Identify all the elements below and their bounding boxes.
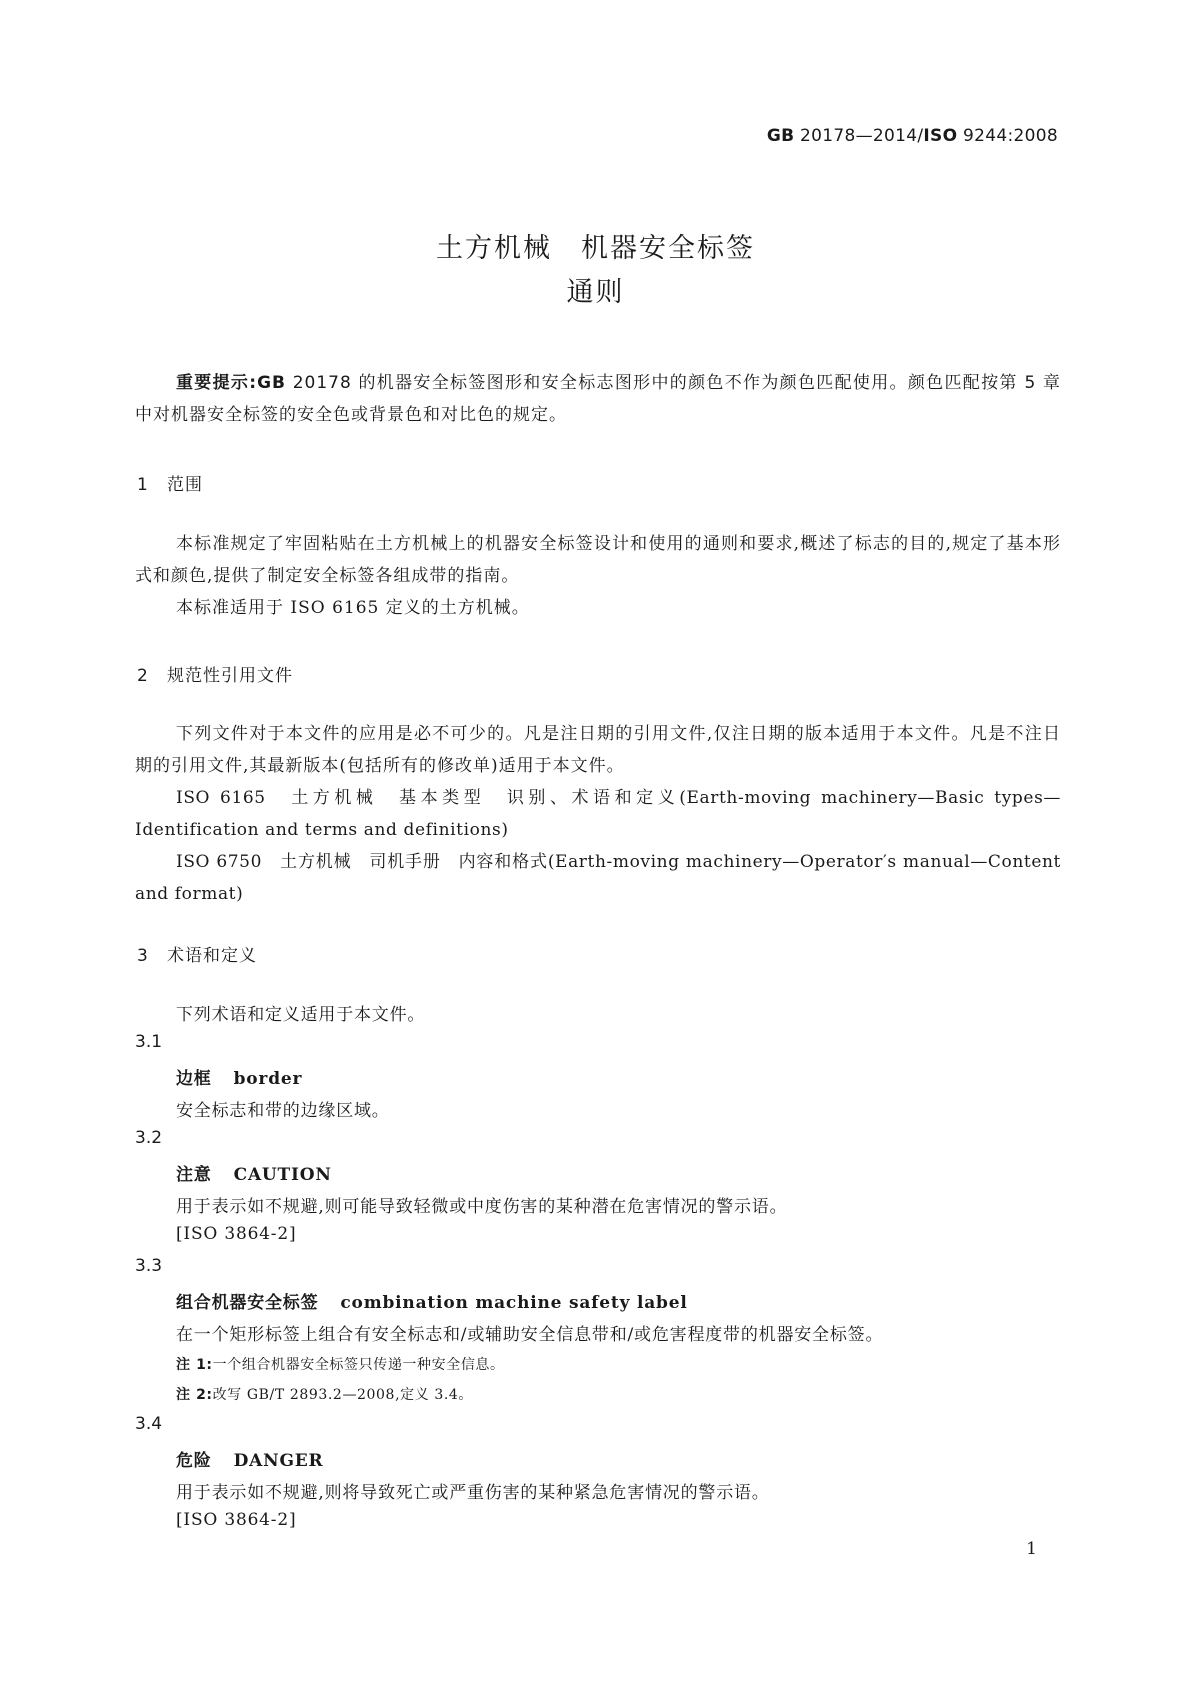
standard-code-suffix: 9244:2008 <box>957 126 1058 146</box>
section-title: 范围 <box>167 475 203 495</box>
section-1-paragraph-1: 本标准规定了牢固粘贴在土方机械上的机器安全标签设计和使用的通则和要求,概述了标志的目的,规定了基本形式和颜色,提供了制定安全标签各组成带的指南。 <box>135 534 1061 586</box>
reference-iso-6750: ISO 6750 土方机械 司机手册 内容和格式(Earth-moving machinery—Operator′s manual—Content and format) <box>135 852 1061 904</box>
term-en: combination machine safety label <box>340 1293 688 1313</box>
note-text: 改写 GB/T 2893.2—2008,定义 3.4。 <box>212 1387 474 1403</box>
term-3-1 <box>176 1064 302 1089</box>
term-zh: 边框 <box>176 1069 212 1089</box>
section-number: 3 <box>137 946 149 966</box>
document-subtitle: 通则 <box>566 277 625 308</box>
term-3-4 <box>176 1446 323 1471</box>
section-2-paragraph-1: 下列文件对于本文件的应用是必不可少的。凡是注日期的引用文件,仅注日期的版本适用于本文件。凡是不注日期的引用文件,其最新版本(包括所有的修改单)适用于本文件。 <box>135 724 1061 776</box>
section-number: 2 <box>137 666 149 686</box>
section-1-heading <box>137 470 203 495</box>
term-3-3-note-2 <box>176 1384 473 1404</box>
term-en: border <box>233 1069 303 1089</box>
term-3-3 <box>176 1288 688 1313</box>
term-zh: 危险 <box>176 1451 212 1471</box>
term-3-1-number: 3.1 <box>135 1032 163 1052</box>
term-3-4-definition: 用于表示如不规避,则将导致死亡或严重伤害的某种紧急危害情况的警示语。 <box>176 1483 770 1503</box>
page-number: 1 <box>1026 1539 1037 1559</box>
standard-code-middle: 20178—2014/ <box>794 126 924 146</box>
note-label: 注 2: <box>176 1387 213 1403</box>
term-3-3-definition: 在一个矩形标签上组合有安全标志和/或辅助安全信息带和/或危害程度带的机器安全标签。 <box>176 1325 884 1345</box>
notice-label: 重要提示: <box>176 373 258 393</box>
standard-code-iso: ISO <box>923 126 958 146</box>
term-3-2-number: 3.2 <box>135 1128 163 1148</box>
term-3-2-definition: 用于表示如不规避,则可能导致轻微或中度伤害的某种潜在危害情况的警示语。 <box>176 1197 788 1217</box>
term-3-2-source: [ISO 3864-2] <box>176 1224 297 1244</box>
standard-code <box>767 126 1058 146</box>
notice-gb: GB <box>257 373 286 393</box>
document-title: 土方机械 机器安全标签 <box>436 233 755 264</box>
section-title: 术语和定义 <box>167 946 257 966</box>
note-text: 一个组合机器安全标签只传递一种安全信息。 <box>212 1357 505 1373</box>
term-3-4-number: 3.4 <box>135 1414 163 1434</box>
section-number: 1 <box>137 475 149 495</box>
term-en: DANGER <box>233 1451 324 1471</box>
section-3-heading <box>137 941 257 966</box>
section-1-paragraph-2: 本标准适用于 ISO 6165 定义的土方机械。 <box>176 598 530 618</box>
term-3-3-note-1 <box>176 1354 505 1374</box>
term-zh: 注意 <box>176 1165 212 1185</box>
term-en: CAUTION <box>233 1165 332 1185</box>
reference-iso-6165: ISO 6165 土方机械 基本类型 识别、术语和定义(Earth-moving machinery—Basic types—Identification and terms and definitions) <box>135 788 1061 840</box>
standard-code-prefix: GB <box>766 126 795 146</box>
section-2-heading <box>137 661 293 686</box>
note-label: 注 1: <box>176 1357 213 1373</box>
term-3-3-number: 3.3 <box>135 1256 163 1276</box>
section-3-intro: 下列术语和定义适用于本文件。 <box>176 1005 426 1025</box>
notice-text: 20178 的机器安全标签图形和安全标志图形中的颜色不作为颜色匹配使用。颜色匹配按第 5 章中对机器安全标签的安全色或背景色和对比色的规定。 <box>135 373 1061 425</box>
term-3-2 <box>176 1160 332 1185</box>
term-zh: 组合机器安全标签 <box>176 1293 319 1313</box>
section-title: 规范性引用文件 <box>167 666 293 686</box>
important-notice <box>135 367 1061 431</box>
term-3-1-definition: 安全标志和带的边缘区域。 <box>176 1101 390 1121</box>
term-3-4-source: [ISO 3864-2] <box>176 1510 297 1530</box>
